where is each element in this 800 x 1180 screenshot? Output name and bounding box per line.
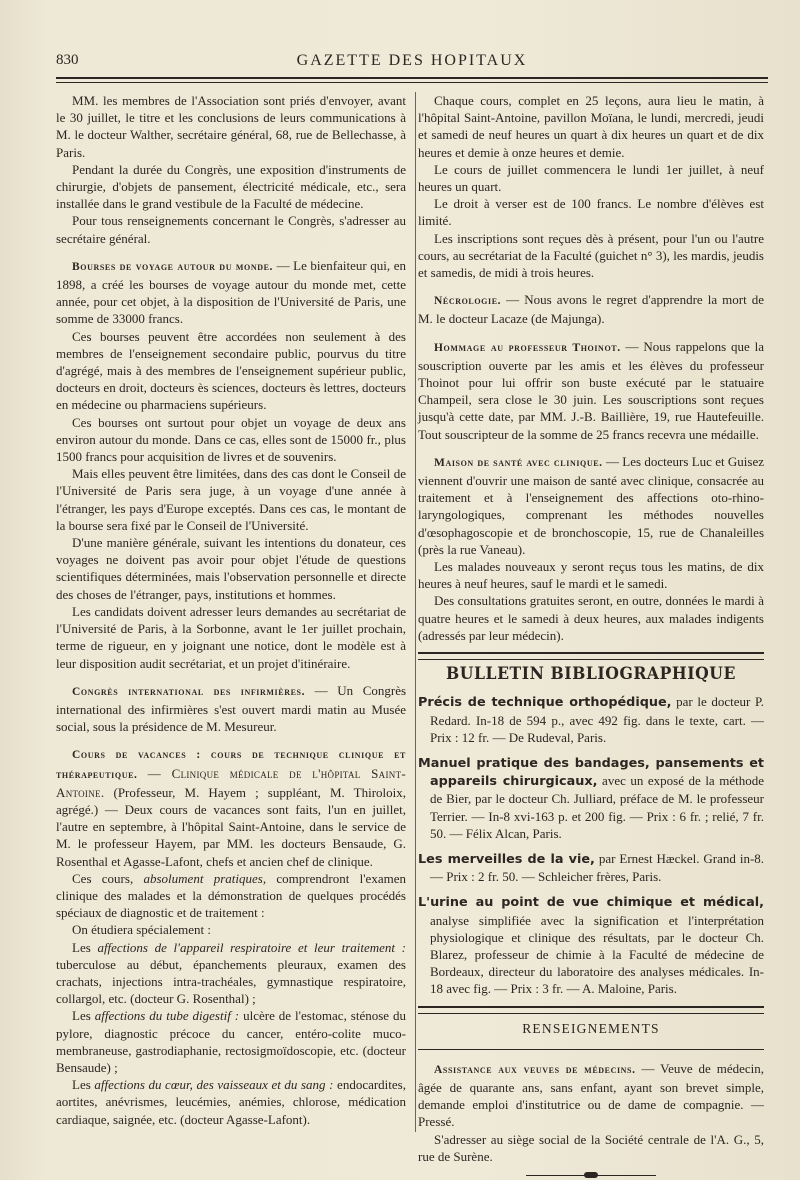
paragraph [56,1007,406,1076]
paragraph: On étudiera spécialement : [72,922,211,938]
article-heading: Hommage au professeur Thoinot. [434,341,621,354]
text-run: Les [72,939,91,955]
italic-run: affections du tube digestif : [94,1008,240,1024]
paragraph: Ces bourses peuvent être accordées non seulement à des membres de l'enseignement secondaire public, pourvus du titre d'agrégé, mais à des membres de l'enseignement supérieur public, docteurs en droit, docteurs ès sciences, docteurs ès lettres, docteurs en médecine ou pharmaciens supérieurs. [56,328,406,413]
header-rule-thick [56,77,768,79]
text-run: tuberculose au début, épanchements pleuraux, examen des crachats, injections intra-trachéales, gymnastique respiratoire, collargol, etc. (docteur G. Rosenthal) ; [56,956,406,1007]
book-details: par le docteur P. Redard. In-18 de 594 p., avec 492 fig. dans le texte, cart. — Prix : 12 fr. — De Rudeval, Paris. [430,694,765,745]
renseignements-title: RENSEIGNEMENTS [522,1020,660,1036]
article-text: — Veuve de médecin, âgée de quarante ans, sans enfant, ayant son brevet simple, demande emploi d'institutrice ou de dame de compagnie. — Pressé. [418,1060,764,1130]
right-column [418,92,764,1179]
paragraph: Mais elles peuvent être limitées, dans des cas dont le Conseil de l'Université de Paris sera juge, à un voyage d'une année à l'étranger, les pays d'Europe exceptés. Dans ces cas, le montant de la bourse sera fixé par le Conseil de l'Université. [56,466,406,533]
text-run: comprendront l'examen clinique des malades et la démonstration de quelques procédés spéciaux de diagnostic et de traitement : [56,870,406,921]
paragraph: Les malades nouveaux y seront reçus tous les matins, de dix heures à neuf heures, sauf le mardi et le samedi. [418,559,764,592]
paragraph: D'une manière générale, suivant les intentions du donateur, ces voyages ne doivent pas avoir pour objet l'étude de questions scientifiques déterminées, mais l'observation personnelle et directe des choses de l'étranger, pays, institutions et hommes. [56,535,406,602]
article-necrologie [418,291,764,327]
book-title: L'urine au point de vue chimique et médical, [418,895,764,911]
text-run: endocardites, aortites, anévrismes, leucémies, anémies, chlorose, médication cardiaque, saignée, etc. (docteur Agasse-Lafont). [56,1077,406,1127]
italic-run: affections du cœur, des vaisseaux et du sang : [94,1077,334,1093]
header-rule-thin [56,82,768,83]
book-title: Précis de technique orthopédique, [418,695,672,711]
article-cours [56,745,406,869]
paragraph: Chaque cours, complet en 25 leçons, aura lieu le matin, à l'hôpital Saint-Antoine, pavillon Moïana, le lundi, mercredi, jeudi et samedi de neuf heures un quart à dix heures un quart et de dix heures et demie à onze heures et demie. [418,93,764,160]
article-text: (Professeur, M. Hayem ; suppléant, M. Thiroloix, agrégé.) — Deux cours de vacances sont faits, l'un en juillet, l'autre en septembre, à l'hôpital Saint-Antoine, dans le service de M. le professeur Hayem, par MM. les docteurs Bensaude, G. Rosenthal et Agasse-Lafont, chefs et ancien chef de clinique. [56,784,406,869]
article-heading: Bourses de voyage autour du monde. [72,260,273,273]
italic-run: absolument pratiques, [143,870,267,886]
left-column [56,92,406,1128]
paragraph: Le droit à verser est de 100 francs. Le nombre d'élèves est limité. [418,196,764,229]
book-details: analyse simplifiée avec la signification et l'interprétation physiologique et clinique des résultats, par le docteur Ch. Blarez, professeur de chimie à la Faculté de médecine de Bordeaux, directeur du laboratoire des analyses médicales. In-18 avec fig. — Prix : 3 fr. — A. Maloine, Paris. [430,912,764,997]
paragraph [56,939,406,1008]
italic-run: affections de l'appareil respiratoire et leur traitement : [97,939,407,955]
article-text: — Le bienfaiteur qui, en 1898, a créé les bourses de voyage autour du monde met, cette année, pour cet objet, à la disposition de l'Université de Paris, une somme de 33000 francs. [56,257,406,327]
paragraph: Les candidats doivent adresser leurs demandes au secrétariat de l'Université de Paris, à la Sorbonne, avant le 1er juillet prochain, terme de rigueur, en y joignant une notice, dont le modèle est à leur disposition audit secrétariat, et un projet d'itinéraire. [56,603,406,671]
article-congres [56,682,406,736]
article-heading: Congrès international des infirmières. [72,685,306,698]
bibliography-entry [418,850,764,885]
column-divider [415,92,416,1132]
bibliography-entry [418,893,764,997]
article-heading: Assistance aux veuves de médecins. [434,1063,636,1076]
book-title: Les merveilles de la vie, [418,851,595,867]
page-number: 830 [56,52,79,68]
book-title: Manuel pratique des bandages, pansements et appareils chirurgicaux, [418,755,764,790]
text-run: Les [72,1077,91,1093]
section-rule [418,1006,764,1014]
paragraph: MM. les membres de l'Association sont priés d'envoyer, avant le 30 juillet, le titre et les conclusions de leurs communications à M. le docteur Walther, secrétaire général, 68, rue de Bellechasse, à Paris. [56,93,406,160]
paragraph: Les inscriptions sont reçues dès à présent, pour l'un ou l'autre cours, au secrétariat de la Faculté (guichet n° 3), les mardis, jeudis et samedis, de midi à trois heures. [418,230,764,281]
text-run: ulcère de l'estomac, sténose du pylore, diagnostic précoce du cancer, entéro-colite muco-membraneuse, gastrodiaphanie, rectosigmoïdoscopie, etc. (docteur Bensaude) ; [56,1008,407,1075]
page-header [56,50,768,76]
section-rule-thin [418,1049,764,1050]
paragraph: Le cours de juillet commencera le lundi 1er juillet, à neuf heures un quart. [418,161,764,195]
paragraph: Pour tous renseignements concernant le Congrès, s'adresser au secrétaire général. [56,213,406,246]
text-run: Les [72,1008,91,1024]
article-assistance [418,1060,764,1131]
paragraph: Des consultations gratuites seront, en outre, données le mardi à quatre heures et le samedi à deux heures, aux malades indigents (adressés par leur médecin). [418,593,764,643]
article-text: — Nous avons le regret d'apprendre la mort de M. le docteur Lacaze (de Majunga). [418,292,765,327]
paragraph: Pendant la durée du Congrès, une exposition d'instruments de chirurgie, d'objets de pansement, électricité médicale, etc., sera installée dans le grand vestibule de la Faculté de médecine. [56,161,406,212]
article-bourses [56,257,406,328]
article-heading: Cours de vacances : cours de technique clinique et thérapeutique. [56,749,406,781]
section-rule [418,652,764,660]
paragraph [56,1076,406,1128]
ornament-dot [584,1172,598,1178]
paragraph [56,870,406,922]
article-text: — Nous rappelons que la souscription ouverte par les amis et les élèves du professeur Thoinot pour lui offrir son buste exécuté par le statuaire Champeil, sera close le 30 juin. Les souscriptions sont reçues jusqu'à cette date, par MM. J.-B. Baillière, 19, rue Hautefeuille. Tout souscripteur de la somme de 25 francs recevra une médaille. [418,338,765,442]
bulletin-title: BULLETIN BIBLIOGRAPHIQUE [446,664,736,685]
text-run: Ces cours, [72,870,134,886]
article-text: — Un Congrès international des infirmières s'est ouvert mardi matin au Musée social, sous la présidence de M. Mesureur. [56,682,407,735]
article-maison [418,453,764,558]
journal-title: GAZETTE DES HOPITAUX [296,52,528,69]
article-heading: Nécrologie. [434,295,502,308]
bibliography-entry [418,693,764,746]
article-heading: Maison de santé avec clinique. [434,456,603,469]
paragraph: S'adresser au siège social de la Société centrale de l'A. G., 5, rue de Surène. [418,1131,764,1164]
article-text: — Les docteurs Luc et Guisez viennent d'ouvrir une maison de santé avec clinique, consacrée au traitement et à l'enseignement des affections oto-rhino-laryngologiques, comprenant les méthodes nouvelles d'œsophagoscopie et de bronchoscopie, 15, rue de Chanaleilles (près la rue Vaneau). [418,453,765,557]
bibliography-entry [418,754,764,842]
article-hommage [418,338,764,443]
book-details: par Ernest Hæckel. Grand in-8. — Prix : 2 fr. 50. — Schleicher frères, Paris. [430,850,765,885]
book-details: avec un exposé de la méthode de Bier, par le docteur Ch. Julliard, préface de M. le professeur Terrier. — In-8 xvi-163 p. et 200 fig. — Prix : 6 fr. ; relié, 7 fr. 50. — Félix Alcan, Paris. [430,773,764,841]
end-ornament [526,1171,656,1179]
article-subheading: — Clinique médicale de l'hôpital Saint-Antoine. [56,765,406,800]
paragraph: Ces bourses ont surtout pour objet un voyage de deux ans environ autour du monde. Dans ce cas, elles sont de 15000 fr., plus 1500 francs pour acquisition de livres et de souvenirs. [56,414,406,465]
